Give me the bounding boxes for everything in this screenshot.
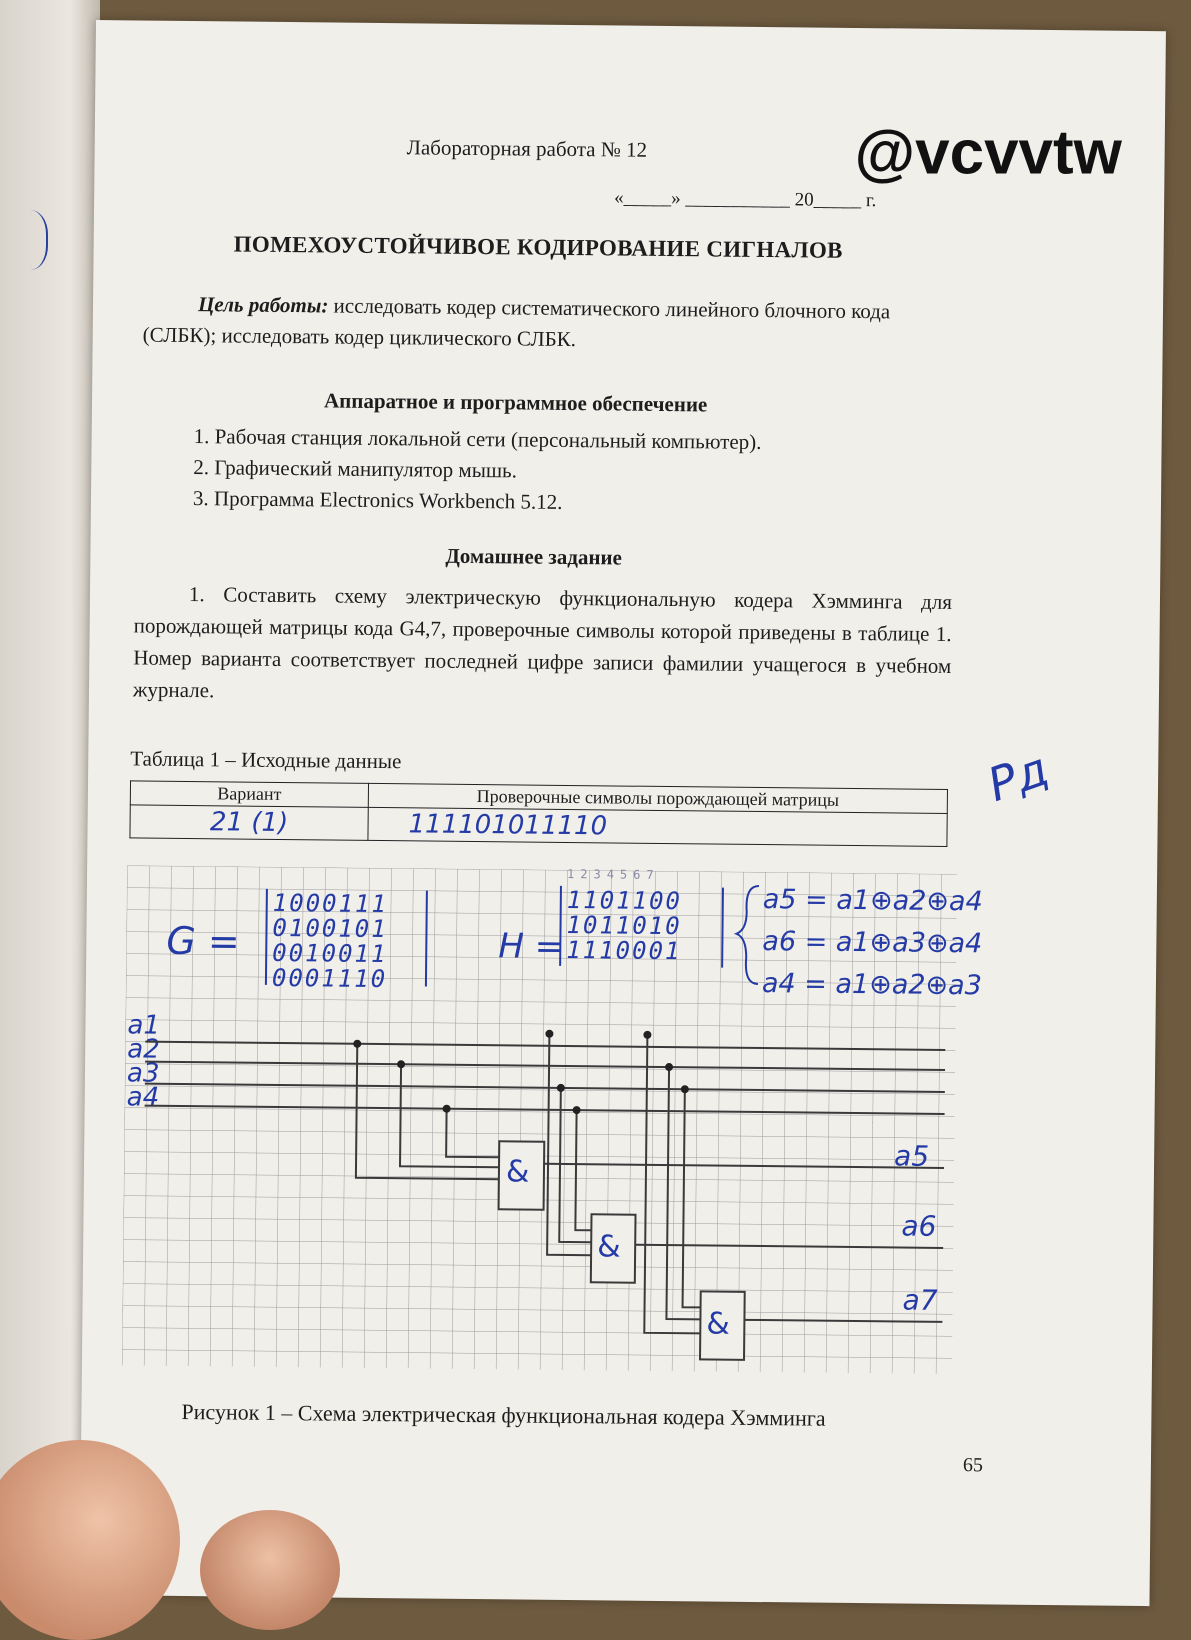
g-matrix-bracket [426,891,427,987]
output-label: a6 [901,1209,937,1243]
h-matrix-bracket [722,888,723,968]
list-item: 2. Графический манипулятор мышь. [193,455,518,483]
equation: a5 = a1⊕a2⊕a4 [762,884,983,918]
input-label: a4 [126,1082,160,1113]
gate-symbol: & [505,1154,530,1190]
h-matrix-row: 1110001 [566,935,682,966]
page-number: 65 [962,1454,984,1477]
figure-caption: Рисунок 1 – Схема электрическая функциональная кодера Хэмминга [181,1398,826,1431]
output-label: a5 [893,1139,930,1173]
equation: a4 = a1⊕a2⊕a3 [761,968,983,1002]
schematic-grid [122,865,983,1374]
gate-symbol: & [706,1306,730,1342]
variant-cell: 21 (1) [130,805,368,840]
output-label: a7 [902,1283,938,1317]
h-matrix-label: H = [498,926,564,967]
h-matrix-row: 1011010 [566,910,682,941]
g-matrix-label: G = [166,918,240,964]
homework-title: Домашнее задание [445,543,623,570]
finger [200,1510,340,1630]
list-item: 3. Программа Electronics Workbench 5.12. [192,486,563,514]
homework-task [133,577,952,714]
table-header: Проверочные символы порождающей матрицы [368,783,947,813]
goal-text: исследовать кодер систематического линейного блочного кода (СЛБК); исследовать кодер циклического СЛБК. [142,293,891,352]
document-page [80,20,1166,1606]
source-data-table [129,780,948,847]
table-header: Вариант [130,781,368,807]
g-matrix-bracket [266,889,267,985]
hardware-list [193,421,762,520]
gate-symbol: & [596,1229,621,1265]
h-matrix-index: 1234567 [567,866,660,882]
h-matrix-bracket [560,886,561,966]
check-symbols-cell: 111101011110 [368,807,947,846]
task-text: 1. Составить схему электрическую функциональную кодера Хэмминга для порождающей матрицы кода G4,7, проверочные символы которой приведены в таблице 1. Номер варианта соответствует последней цифре записи фамилии учащегося в учебном журнале. [132,582,953,703]
equation: a6 = a1⊕a3⊕a4 [762,926,983,960]
g-matrix-row: 0100101 [272,913,388,944]
goal-paragraph [143,289,934,359]
input-label: a1 [127,1010,161,1041]
input-label: a2 [127,1034,160,1065]
g-matrix-row: 0001110 [271,963,388,994]
page-title: ПОМЕХОУСТОЙЧИВОЕ КОДИРОВАНИЕ СИГНАЛОВ [233,231,843,263]
margin-signature: Рд [980,741,1055,813]
hardware-title: Аппаратное и программное обеспечение [323,388,708,417]
input-label: a3 [126,1058,160,1089]
watermark: @vcvvtw [854,118,1122,188]
goal-label: Цель работы: [197,292,329,318]
list-item: 1. Рабочая станция локальной сети (персональный компьютер). [193,424,762,454]
g-matrix-row: 1000111 [272,888,389,919]
lab-title: Лабораторная работа № 12 [406,135,648,162]
margin-scribble [4,210,48,270]
schematic-svg [122,865,983,1374]
date-line: «_____» ___________ 20_____ г. [614,187,877,212]
table-caption: Таблица 1 – Исходные данные [130,746,402,774]
h-matrix-row: 1101100 [566,885,683,916]
g-matrix-row: 0010011 [272,938,388,969]
